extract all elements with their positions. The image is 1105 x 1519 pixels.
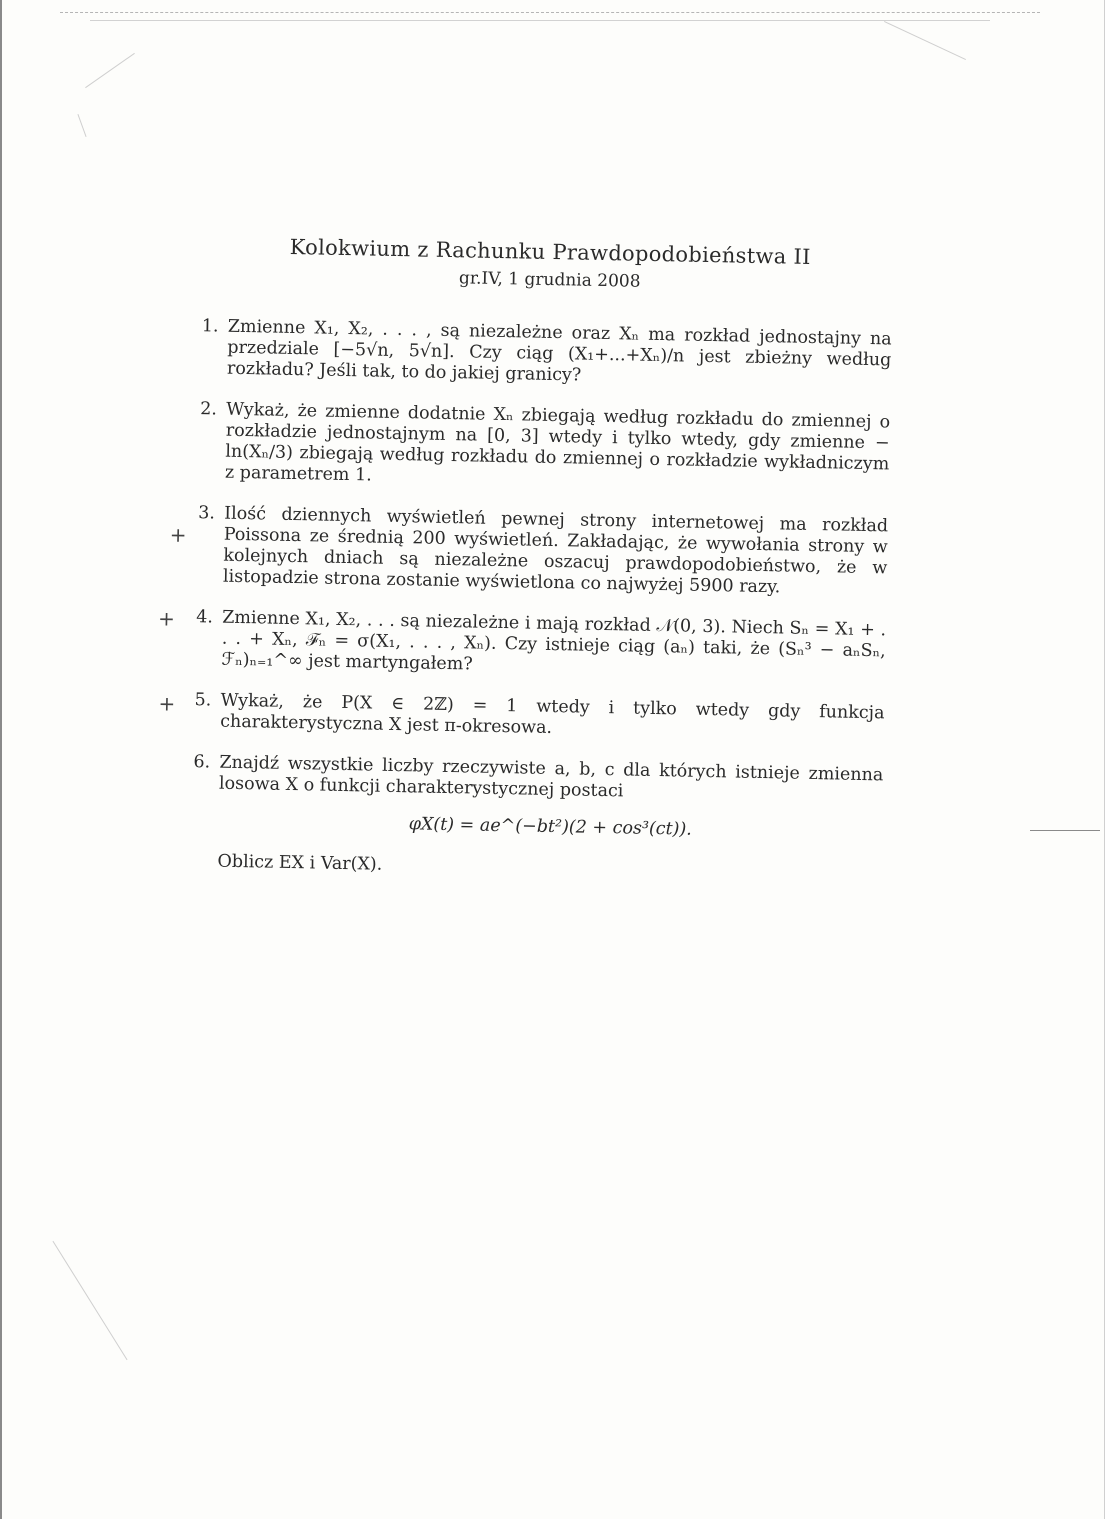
handwritten-plus-mark: +	[158, 691, 176, 716]
document-header	[200, 233, 901, 296]
problem-4	[157, 606, 887, 683]
paper-fold-line	[52, 1241, 127, 1360]
problem-number: 1.	[201, 316, 219, 337]
handwritten-plus-mark: +	[169, 522, 187, 547]
paper-fold-line	[85, 53, 135, 88]
problem-number: 6.	[193, 752, 211, 773]
characteristic-function-formula: φX(t) = ae^(−bt²)(2 + cos³(ct)).	[408, 814, 693, 840]
problem-number: 2.	[200, 399, 218, 420]
paper-fold-line	[77, 114, 86, 137]
problem-number: 4.	[196, 607, 214, 628]
problem-1	[191, 316, 892, 392]
handwritten-plus-mark: +	[157, 606, 176, 631]
paper-fold-line	[884, 21, 966, 60]
paper-fold-line	[1030, 830, 1100, 831]
problem-3	[169, 503, 889, 600]
page-subtitle: gr.IV, 1 grudnia 2008	[458, 268, 641, 292]
problem-text: Znajdź wszystkie liczby rzeczywiste a, b, c dla których istnieje zmienna losowa X o funkcji charakterystycznej postaci	[218, 752, 884, 802]
problem-text: Zmienne X₁, X₂, . . . , są niezależne oraz Xₙ ma rozkład jednostajny na przedziale [−5√n, 5√n]. Czy ciąg (X₁+...+Xₙ)/n jest zbieżny według rozkładu? Jeśli tak, to do jakiej granicy?	[226, 316, 892, 386]
problem-text: Wykaż, że zmienne dodatnie Xₙ zbiegają według rozkładu do zmiennej o rozkładzie jednostajnym na [0, 3] wtedy i tylko wtedy, gdy zmienne − ln(Xₙ/3) zbiegają według rozkładu do zmiennej o rozkładzie wykładniczym z parametrem 1.	[224, 399, 891, 486]
problem-number: 5.	[194, 690, 212, 711]
problem-number: 3.	[198, 503, 216, 524]
problem-text: Ilość dziennych wyświetleń pewnej strony internetowej ma rozkład Poissona ze średnią 200 wyświetleń. Zakładając, że wywołania strony w kolejnych dniach są niezależne oszacuj prawdopodobieństwo, że w listopadzie strona zostanie wyświetlona co najwyżej 5900 razy.	[222, 503, 889, 598]
scan-edge-top	[60, 12, 1040, 13]
problem-text: Wykaż, że P(X ∈ 2ℤ) = 1 wtedy i tylko wtedy gdy funkcja charakterystyczna X jest π-okresowa.	[220, 690, 885, 738]
problem-2	[189, 399, 890, 496]
page-title: Kolokwium z Rachunku Prawdopodobieństwa II	[289, 235, 811, 270]
scan-edge-left	[0, 0, 2, 1519]
problem-6-followup: Oblicz EX i Var(X).	[217, 851, 383, 875]
problem-list	[157, 316, 892, 884]
problem-5	[158, 690, 885, 745]
problem-text: Zmienne X₁, X₂, . . . są niezależne i mają rozkład 𝒩(0, 3). Niech Sₙ = X₁ + . . . + Xₙ, ℱₙ = σ(X₁, . . . , Xₙ). Czy istnieje ciąg (aₙ) taki, że (Sₙ³ − aₙSₙ, ℱₙ)ₙ₌₁^∞ jest martyngałem?	[221, 607, 887, 675]
problem-6	[182, 752, 883, 844]
scan-edge-top-secondary	[90, 20, 990, 21]
